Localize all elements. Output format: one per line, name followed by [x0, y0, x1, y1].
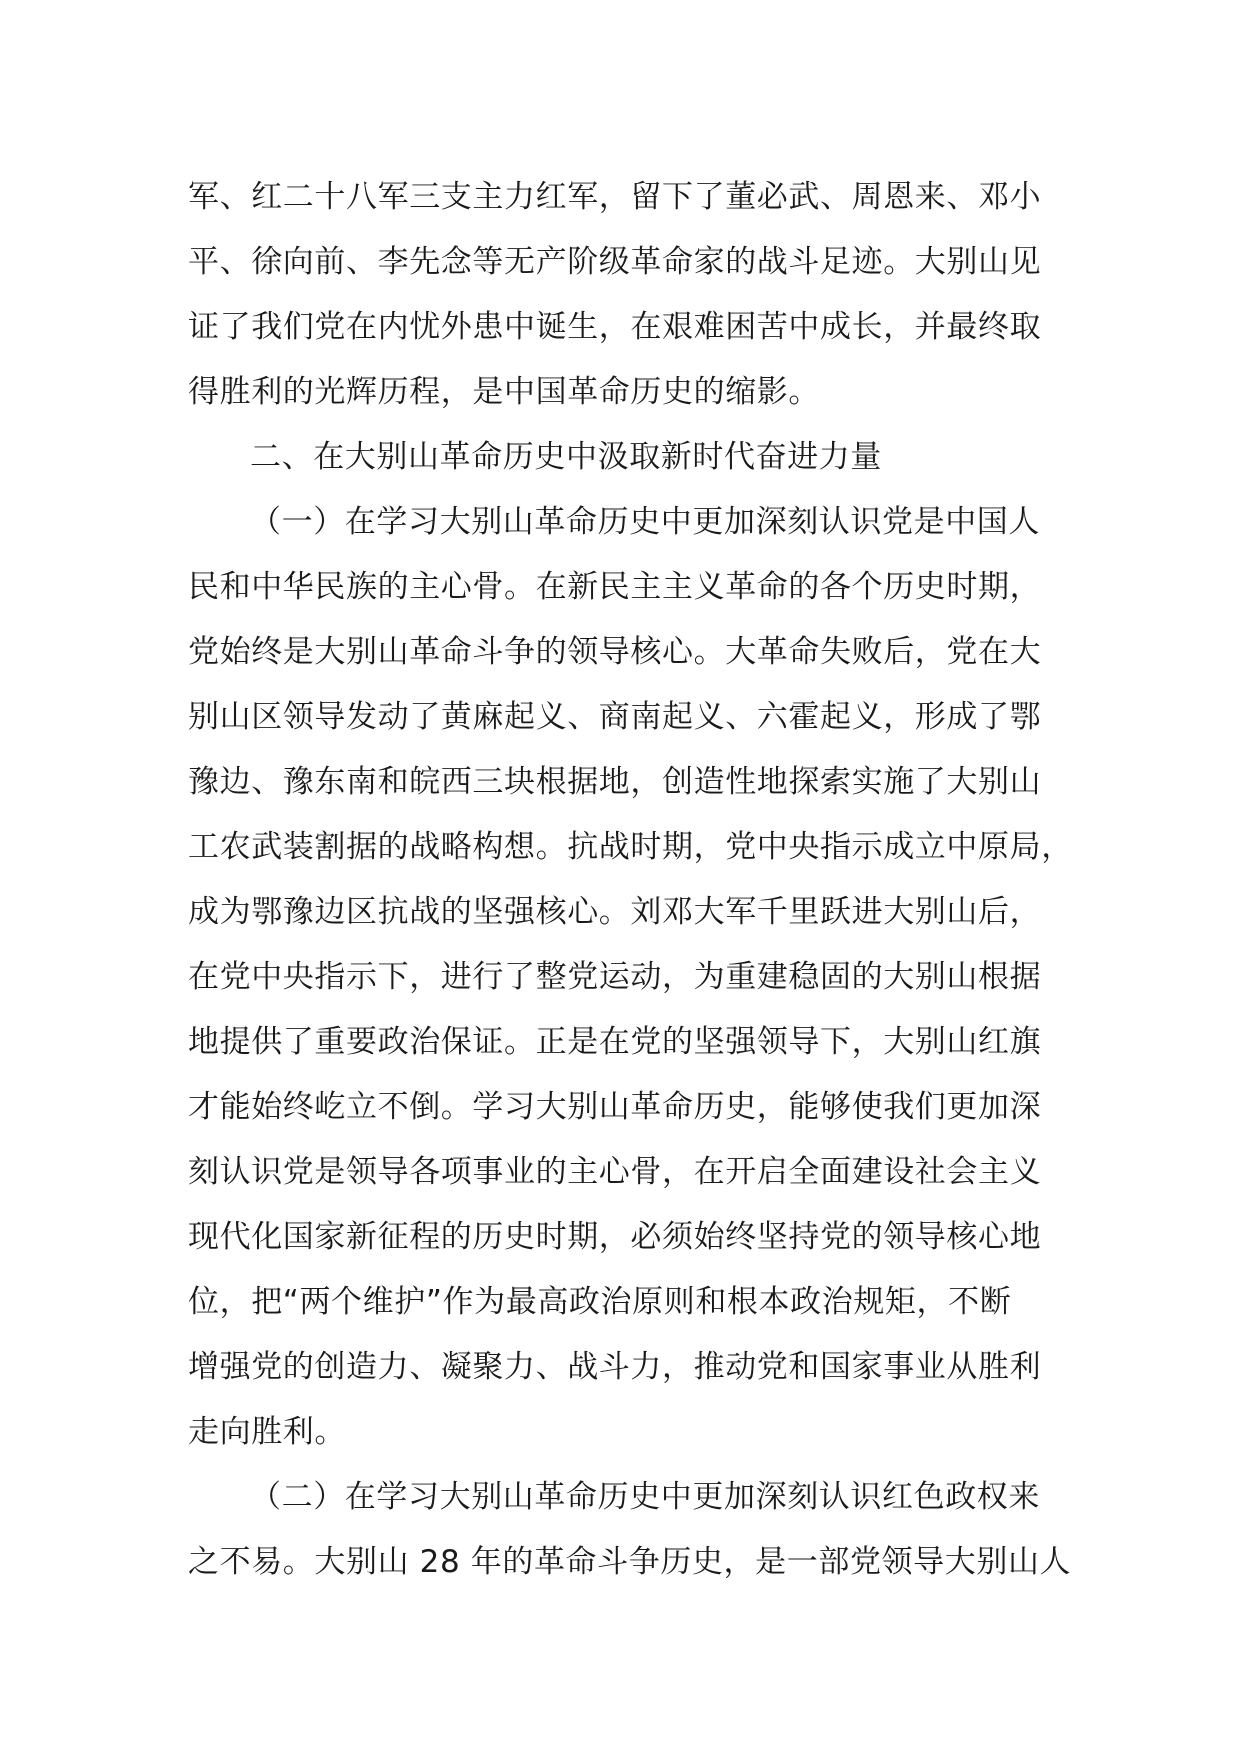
text-line: 平、徐向前、李先念等无产阶级革命家的战斗足迹。大别山见	[188, 244, 1042, 280]
text-line: 民和中华民族的主心骨。在新民主主义革命的各个历史时期，	[188, 569, 1042, 605]
text-line: 军、红二十八军三支主力红军，留下了董必武、周恩来、邓小	[188, 179, 1042, 215]
text-line: 成为鄂豫边区抗战的坚强核心。刘邓大军千里跃进大别山后，	[188, 894, 1042, 930]
text-line: 位，把“两个维护”作为最高政治原则和根本政治规矩，不断	[188, 1284, 1012, 1320]
text-line: 增强党的创造力、凝聚力、战斗力，推动党和国家事业从胜利	[188, 1349, 1042, 1385]
text-line: 之不易。大别山 28 年的革命斗争历史，是一部党领导大别山人	[188, 1544, 1072, 1580]
text-line: 证了我们党在内忧外患中诞生，在艰难困苦中成长，并最终取	[188, 309, 1042, 345]
section-heading: 二、在大别山革命历史中汲取新时代奋进力量	[250, 439, 882, 475]
document-body	[188, 165, 1073, 1595]
text-line: 工农武装割据的战略构想。抗战时期，党中央指示成立中原局，	[188, 829, 1073, 865]
text-line: 走向胜利。	[188, 1414, 346, 1450]
text-line: 党始终是大别山革命斗争的领导核心。大革命失败后，党在大	[188, 634, 1042, 670]
text-line: 豫边、豫东南和皖西三块根据地，创造性地探索实施了大别山	[188, 764, 1042, 800]
text-line: 现代化国家新征程的历史时期，必须始终坚持党的领导核心地	[188, 1219, 1042, 1255]
text-line: 得胜利的光辉历程，是中国革命历史的缩影。	[188, 374, 820, 410]
text-line: 地提供了重要政治保证。正是在党的坚强领导下，大别山红旗	[188, 1024, 1042, 1060]
text-line: 别山区领导发动了黄麻起义、商南起义、六霍起义，形成了鄂	[188, 699, 1042, 735]
text-line: 才能始终屹立不倒。学习大别山革命历史，能够使我们更加深	[188, 1089, 1042, 1125]
text-line: 刻认识党是领导各项事业的主心骨，在开启全面建设社会主义	[188, 1154, 1042, 1190]
subsection-first-line: （二）在学习大别山革命历史中更加深刻认识红色政权来	[250, 1479, 1040, 1515]
text-line: 在党中央指示下，进行了整党运动，为重建稳固的大别山根据	[188, 959, 1042, 995]
subsection-first-line: （一）在学习大别山革命历史中更加深刻认识党是中国人	[250, 504, 1040, 540]
